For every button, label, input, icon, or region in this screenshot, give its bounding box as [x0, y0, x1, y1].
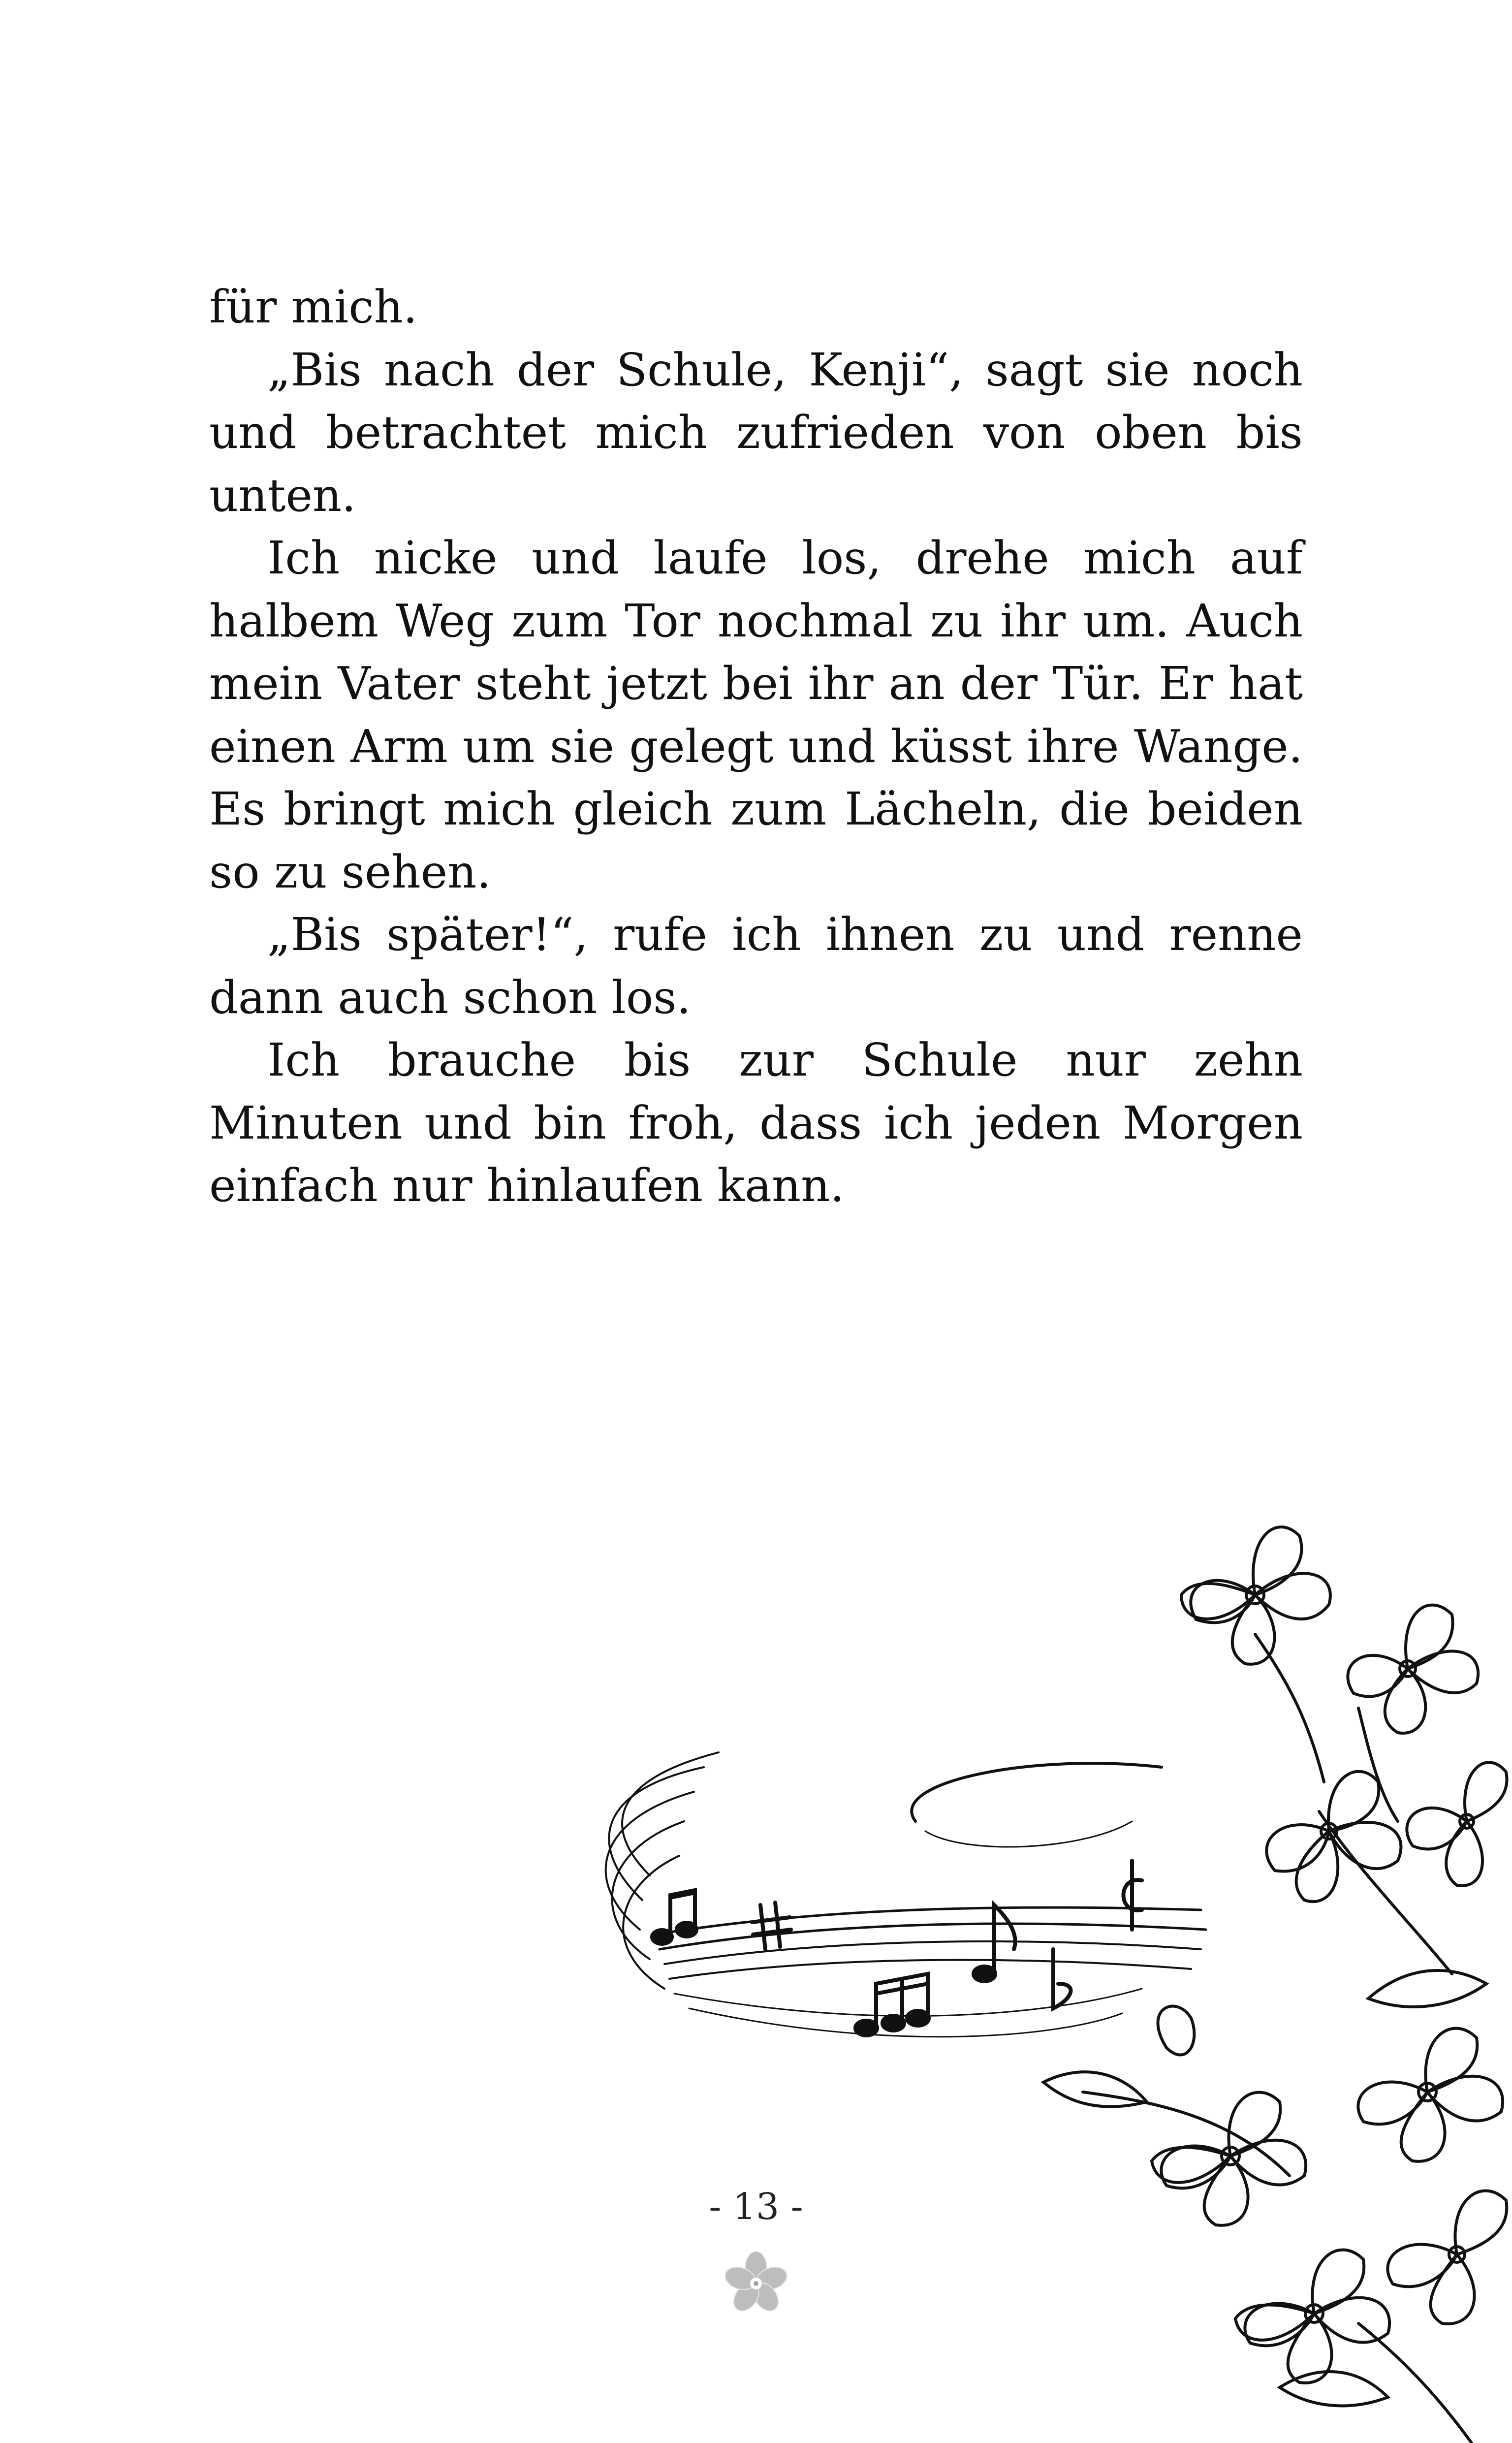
music-notes-icon	[652, 1861, 1142, 2035]
flower-icon	[722, 2250, 790, 2317]
page-number: - 13 -	[709, 2186, 803, 2228]
cherry-blossom-icon	[1043, 1527, 1507, 2443]
paragraph: „Bis nach der Schule, Kenji“, sagt sie noch und betrachtet mich zufrieden von oben bis unten.	[209, 343, 1303, 522]
paragraph: Ich brauche bis zur Schule nur zehn Minuten und bin froh, dass ich jeden Morgen einfach nur hinlaufen kann.	[209, 1034, 1303, 1212]
paragraph: „Bis später!“, rufe ich ihnen zu und renne dann auch schon los.	[209, 908, 1303, 1024]
paragraph: Ich nicke und laufe los, drehe mich auf halbem Weg zum Tor nochmal zu ihr um. Auch mein Vater steht jetzt bei ihr an der Tür. Er hat einen Arm um sie gelegt und küsst ihre Wange. Es bringt mich gleich zum Lächeln, die beiden so zu sehen.	[209, 532, 1303, 898]
paragraph: für mich.	[209, 281, 418, 333]
